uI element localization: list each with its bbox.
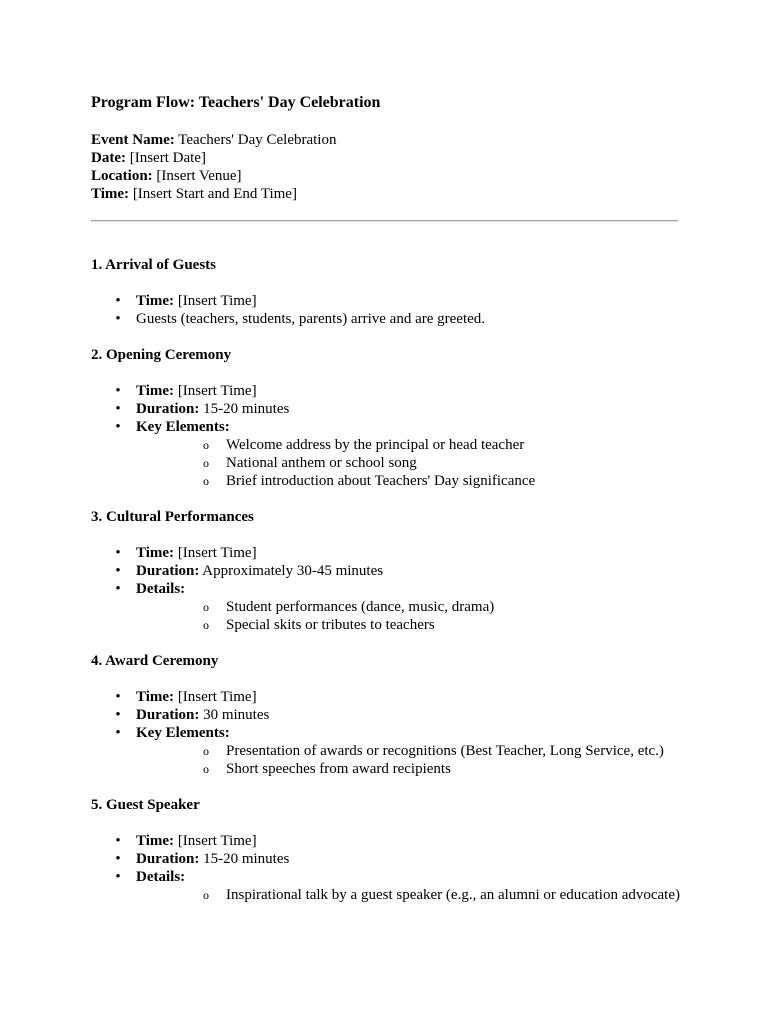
bullet-text: Guests (teachers, students, parents) arrive and are greeted. — [136, 311, 486, 327]
sub-bullet-text: Student performances (dance, music, drama) — [226, 599, 495, 615]
sub-bullet-text: Short speeches from award recipients — [226, 761, 451, 777]
bullet-text: 30 minutes — [203, 707, 270, 723]
circle-bullet-icon: o — [203, 456, 209, 470]
bullet-item — [91, 688, 679, 706]
bullet-icon: • — [115, 851, 121, 867]
program-section — [91, 508, 679, 634]
circle-bullet-icon: o — [203, 744, 209, 758]
bullet-text: 15-20 minutes — [203, 401, 290, 417]
bullet-label: Duration: — [136, 707, 200, 723]
circle-bullet-icon: o — [203, 618, 209, 632]
circle-bullet-icon: o — [203, 438, 209, 452]
section-heading: 2. Opening Ceremony — [91, 347, 232, 363]
bullet-label: Details: — [136, 869, 186, 885]
bullet-icon: • — [115, 293, 121, 309]
bullet-item — [91, 382, 679, 400]
bullet-item — [91, 562, 679, 580]
program-section — [91, 796, 679, 904]
bullet-text: [Insert Time] — [177, 293, 257, 309]
bullet-label: Details: — [136, 581, 186, 597]
time-label: Time: — [91, 186, 130, 202]
sub-bullet-text: National anthem or school song — [226, 455, 417, 471]
bullet-item — [91, 706, 679, 724]
sub-bullet-text: Presentation of awards or recognitions (Best Teacher, Long Service, etc.) — [226, 743, 664, 759]
bullet-label: Key Elements: — [136, 725, 230, 741]
sub-bullet-list — [136, 886, 679, 904]
sub-bullet-item — [136, 742, 679, 760]
sub-bullet-list — [136, 742, 679, 778]
bullet-icon: • — [115, 707, 121, 723]
bullet-text: Approximately 30-45 minutes — [202, 563, 384, 579]
bullet-label: Time: — [136, 689, 175, 705]
sub-bullet-list — [136, 436, 679, 490]
time-line — [91, 185, 336, 203]
sub-bullet-item — [136, 436, 679, 454]
bullet-item — [91, 400, 679, 418]
date-label: Date: — [91, 150, 126, 166]
bullet-label: Time: — [136, 383, 175, 399]
time-value: [Insert Start and End Time] — [132, 186, 297, 202]
sub-bullet-text: Inspirational talk by a guest speaker (e.g., an alumni or education advocate) — [226, 887, 680, 903]
circle-bullet-icon: o — [203, 762, 209, 776]
section-heading: 1. Arrival of Guests — [91, 257, 216, 273]
bullet-item — [91, 832, 679, 850]
bullet-label: Time: — [136, 545, 175, 561]
date-value: [Insert Date] — [129, 150, 206, 166]
sub-bullet-item — [136, 886, 679, 904]
section-bullet-list — [91, 688, 679, 778]
bullet-icon: • — [115, 725, 121, 741]
section-bullet-list — [91, 292, 679, 328]
event-name-value: Teachers' Day Celebration — [178, 132, 337, 148]
sub-bullet-item — [136, 598, 679, 616]
bullet-icon: • — [115, 419, 121, 435]
document-title: Program Flow: Teachers' Day Celebration — [91, 94, 381, 111]
bullet-label: Duration: — [136, 563, 200, 579]
section-bullet-list — [91, 544, 679, 634]
bullet-text: [Insert Time] — [177, 689, 257, 705]
bullet-label: Time: — [136, 293, 175, 309]
program-sections — [91, 256, 679, 922]
bullet-item — [91, 580, 679, 634]
sub-bullet-item — [136, 472, 679, 490]
bullet-icon: • — [115, 689, 121, 705]
bullet-label: Duration: — [136, 851, 200, 867]
bullet-icon: • — [115, 581, 121, 597]
bullet-text: [Insert Time] — [177, 545, 257, 561]
bullet-item — [91, 418, 679, 490]
bullet-item — [91, 724, 679, 778]
bullet-icon: • — [115, 833, 121, 849]
sub-bullet-text: Brief introduction about Teachers' Day significance — [226, 473, 536, 489]
bullet-icon: • — [115, 311, 121, 327]
location-label: Location: — [91, 168, 153, 184]
bullet-icon: • — [115, 869, 121, 885]
program-section — [91, 652, 679, 778]
bullet-label: Key Elements: — [136, 419, 230, 435]
bullet-label: Time: — [136, 833, 175, 849]
location-value: [Insert Venue] — [156, 168, 242, 184]
sub-bullet-item — [136, 760, 679, 778]
sub-bullet-list — [136, 598, 679, 634]
bullet-item — [91, 310, 679, 328]
bullet-item — [91, 544, 679, 562]
bullet-icon: • — [115, 383, 121, 399]
bullet-item — [91, 868, 679, 904]
circle-bullet-icon: o — [203, 888, 209, 902]
date-line — [91, 149, 336, 167]
bullet-icon: • — [115, 545, 121, 561]
program-section — [91, 346, 679, 490]
horizontal-divider — [91, 220, 678, 222]
sub-bullet-item — [136, 616, 679, 634]
sub-bullet-item — [136, 454, 679, 472]
bullet-icon: • — [115, 401, 121, 417]
circle-bullet-icon: o — [203, 474, 209, 488]
bullet-text: 15-20 minutes — [203, 851, 290, 867]
section-heading: 3. Cultural Performances — [91, 509, 254, 525]
event-name-label: Event Name: — [91, 132, 175, 148]
bullet-label: Duration: — [136, 401, 200, 417]
circle-bullet-icon: o — [203, 600, 209, 614]
section-heading: 5. Guest Speaker — [91, 797, 200, 813]
bullet-item — [91, 850, 679, 868]
section-bullet-list — [91, 832, 679, 904]
program-section — [91, 256, 679, 328]
sub-bullet-text: Special skits or tributes to teachers — [226, 617, 435, 633]
event-name-line — [91, 131, 336, 149]
bullet-text: [Insert Time] — [177, 383, 257, 399]
event-details — [91, 131, 336, 203]
location-line — [91, 167, 336, 185]
section-bullet-list — [91, 382, 679, 490]
bullet-text: [Insert Time] — [177, 833, 257, 849]
bullet-item — [91, 292, 679, 310]
bullet-icon: • — [115, 563, 121, 579]
sub-bullet-text: Welcome address by the principal or head teacher — [226, 437, 525, 453]
section-heading: 4. Award Ceremony — [91, 653, 219, 669]
